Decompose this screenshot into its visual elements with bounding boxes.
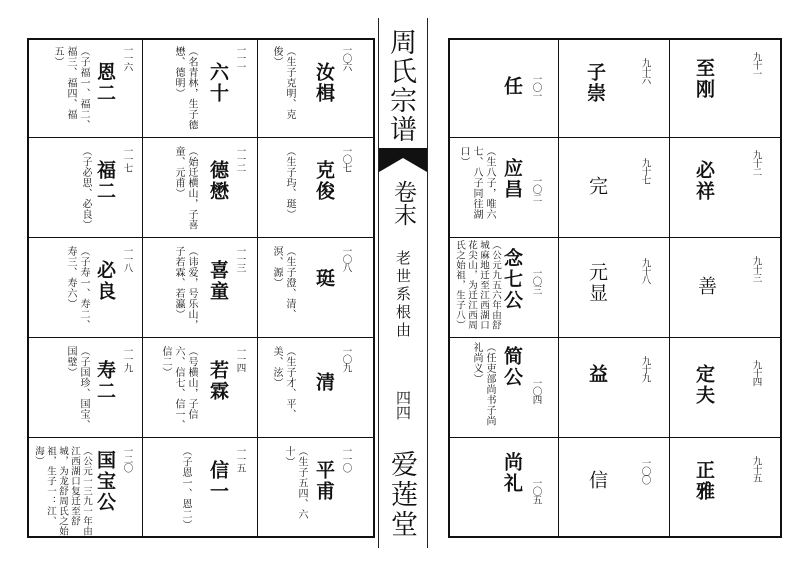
entry-note: （名青林，生子德懋、德明）	[173, 46, 197, 130]
entry-name: 至刚	[693, 58, 715, 100]
fishtail-ornament	[379, 148, 427, 172]
entry-number: 一一二	[234, 146, 246, 172]
entry-number: 一一六	[121, 45, 133, 71]
page-number: 四四	[394, 390, 412, 420]
entry-name: 德懋	[207, 160, 229, 202]
entry-number: 九十七	[639, 158, 651, 184]
entry-note: （生子克明、克俊）	[271, 46, 295, 120]
entry-name: 信一	[207, 460, 229, 502]
entry-number: 九十四	[750, 360, 762, 386]
entry-note: （子寿一、寿二、寿三、寿六）	[65, 246, 89, 330]
hall-name: 爱莲堂	[386, 450, 417, 540]
entry-name: 喜童	[207, 260, 229, 302]
entry-note: （子必思、必良）	[80, 146, 91, 230]
entry-number: 一一〇	[340, 446, 352, 472]
entry-number: 一〇六	[340, 45, 352, 71]
entry-name: 正雅	[693, 460, 715, 502]
entry-name: 六十	[207, 62, 229, 104]
entry-note: （公元一三九一年由江西湖口复迁至舒城，为龙舒周氏之始祖，生子一：江、海）	[33, 446, 92, 536]
right-row-divider-3	[449, 337, 781, 338]
entry-note: （子国珍、国宝、国璧）	[65, 346, 89, 430]
entry-name: 定夫	[693, 364, 715, 406]
entry-number: 一一九	[121, 346, 133, 372]
right-row-divider-2	[449, 237, 781, 238]
entry-name: 元显	[586, 262, 608, 304]
entry-number: 一一五	[234, 446, 246, 472]
left-column-divider-2	[257, 39, 258, 537]
entry-note: （子恩一、恩二）	[180, 446, 191, 530]
entry-name: 汝楫	[313, 62, 335, 104]
entry-number: 九十三	[750, 256, 762, 282]
entry-note: （生子玙、珽）	[284, 146, 295, 220]
entry-note: （任吏部尚书子尚礼尚义）	[471, 342, 495, 426]
entry-name: 善	[695, 276, 717, 297]
entry-name: 应昌	[501, 158, 523, 200]
entry-number: 九十六	[639, 58, 651, 84]
left-row-divider-3	[28, 337, 374, 338]
entry-name: 益	[586, 364, 608, 385]
entry-name: 信	[586, 470, 608, 491]
entry-number: 九十五	[750, 456, 762, 482]
entry-number: 一一三	[234, 246, 246, 272]
entry-name: 尚礼	[501, 452, 523, 494]
entry-number: 九十二	[750, 150, 762, 176]
spine-edge-left	[378, 18, 379, 548]
entry-number: 一〇一	[530, 74, 542, 100]
entry-number: 一〇九	[340, 346, 352, 372]
entry-name: 寿二	[94, 360, 116, 402]
entry-number: 一一八	[121, 246, 133, 272]
entry-name: 珽	[313, 268, 335, 289]
entry-name: 任	[501, 76, 523, 97]
right-row-divider-1	[449, 137, 781, 138]
spine-edge-right	[427, 18, 428, 548]
book-title: 周氏宗谱	[385, 28, 416, 144]
entry-note: （生子五四、六十）	[283, 446, 307, 520]
entry-number: 一〇〇	[639, 458, 651, 484]
left-row-divider-1	[28, 137, 374, 138]
entry-number: 九十九	[639, 356, 651, 382]
entry-name: 完	[586, 176, 608, 197]
entry-number: 一二〇	[121, 446, 133, 472]
entry-number: 一〇四	[530, 378, 542, 404]
entry-name: 克俊	[313, 160, 335, 202]
entry-number: 九十一	[750, 52, 762, 78]
entry-number: 一〇五	[530, 478, 542, 504]
entry-number: 一一一	[234, 45, 246, 71]
entry-note: （公元九五六年由舒城麻地迁至江西湖口花尖山，为迁江西周氏之始祖，生子八）	[454, 240, 501, 330]
right-row-divider-4	[449, 437, 781, 438]
entry-name: 平甫	[313, 460, 335, 502]
entry-note: （生子才、平、美、泫）	[271, 346, 295, 420]
volume-label: 卷末	[390, 180, 416, 226]
entry-note: （生子澄、清、溟、源）	[271, 246, 295, 320]
entry-name: 清	[313, 372, 335, 393]
entry-name: 国宝公	[94, 450, 116, 513]
entry-note: （子福一、福二、福三、福四、福五）	[52, 46, 89, 130]
left-row-divider-4	[28, 437, 374, 438]
entry-note: （生八子，唯六七、八子同往湖口）	[458, 146, 495, 220]
entry-name: 念七公	[501, 248, 523, 311]
entry-name: 子崇	[584, 62, 606, 104]
entry-number: 一〇二	[530, 176, 542, 202]
entry-number: 一〇八	[340, 246, 352, 272]
right-column-divider-2	[669, 39, 670, 537]
entry-name: 福二	[94, 160, 116, 202]
entry-note: （讳爱，号乐山，子若霖、若瀛）	[173, 246, 197, 330]
left-column-divider-1	[142, 39, 143, 537]
entry-note: （号横山，子信六、信七、信一、信二）	[160, 346, 197, 430]
section-title: 老世系根由	[394, 250, 412, 340]
entry-number: 一一四	[234, 346, 246, 372]
entry-name: 必祥	[693, 160, 715, 202]
entry-name: 必良	[94, 260, 116, 302]
entry-number: 一〇七	[340, 146, 352, 172]
entry-name: 简公	[501, 346, 523, 388]
entry-name: 恩二	[94, 62, 116, 104]
entry-number: 一一七	[121, 146, 133, 172]
entry-note: （始迁横山，子喜童、元甫）	[173, 146, 197, 230]
entry-number: 一〇三	[530, 268, 542, 294]
entry-number: 九十八	[639, 258, 651, 284]
entry-name: 若霖	[207, 360, 229, 402]
left-row-divider-2	[28, 237, 374, 238]
right-column-divider-1	[558, 39, 559, 537]
